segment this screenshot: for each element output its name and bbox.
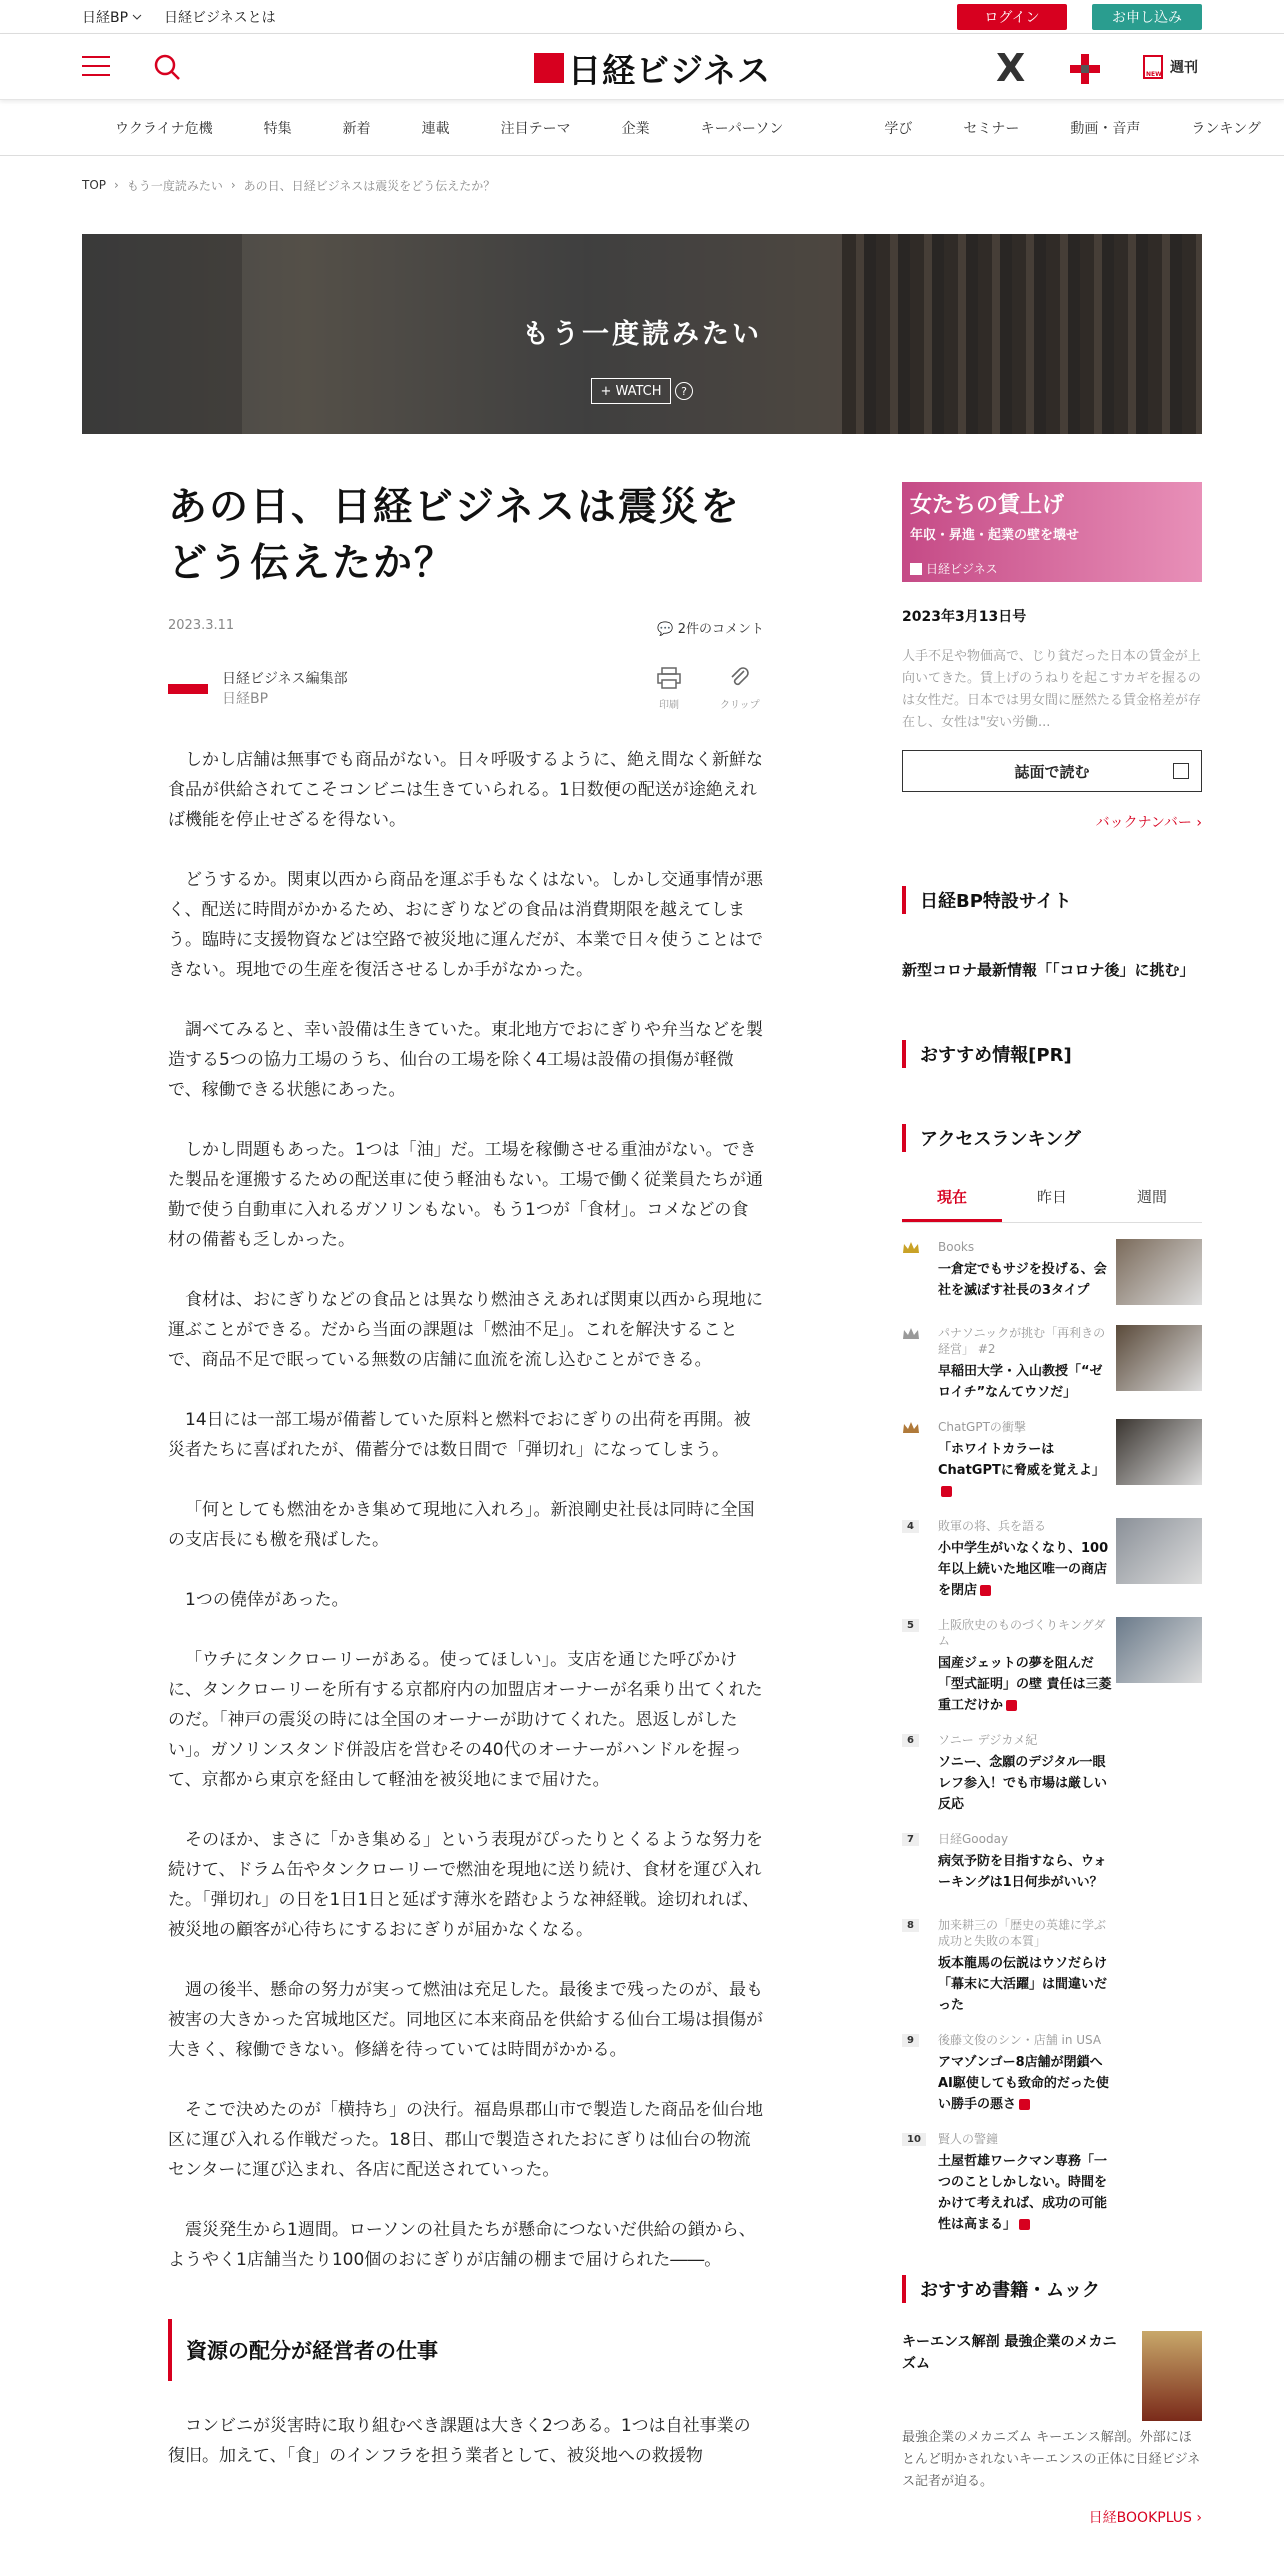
- banner-brand: [910, 560, 998, 577]
- author-name[interactable]: 日経ビジネス編集部: [222, 671, 348, 687]
- ranking-title[interactable]: [938, 1851, 1114, 1893]
- publisher-name: 日経BP: [222, 691, 269, 707]
- ranking-item[interactable]: [902, 1325, 1202, 1403]
- ranking-title[interactable]: [938, 1259, 1114, 1301]
- nav-keyperson[interactable]: キーパーソン: [700, 120, 784, 137]
- ranking-text: [938, 1325, 1114, 1403]
- ranking-category[interactable]: 日経Gooday: [938, 1832, 1009, 1846]
- bookplus-link[interactable]: 日経BOOKPLUS ›: [1088, 2510, 1202, 2526]
- ranking-title-text[interactable]: ソニー、念願のデジタル一眼レフ参入！でも市場は厳しい反応: [938, 1755, 1108, 1812]
- ranking-tabs: [902, 1174, 1202, 1223]
- article: [168, 480, 764, 2501]
- rank-number: [902, 1419, 938, 1502]
- rank-number: [902, 1831, 938, 1901]
- issue-date[interactable]: 2023年3月13日号: [902, 609, 1027, 625]
- paragraph: しかし店舗は無事でも商品がない。日々呼吸するように、絶え間なく新鮮な食品が供給されてこそコンビニは生きていられる。1日数便の配送が途絶えれば機能を停止せざるを得ない。: [168, 750, 763, 830]
- ranking-item[interactable]: [902, 1917, 1202, 2016]
- read-issue-button[interactable]: [902, 750, 1202, 792]
- ranking-item[interactable]: [902, 2131, 1202, 2235]
- rank-number-text: 5: [902, 1619, 919, 1632]
- paragraph: 震災発生から1週間。ローソンの社員たちが懸命につないだ供給の鎖から、ようやく1店舗当たり100個のおにぎりが店舗の棚まで届けられた――。: [168, 2220, 756, 2270]
- paragraph: 食材は、おにぎりなどの食品とは異なり燃油さえあれば関東以西から現地に運ぶことができる。だから当面の課題は「燃油不足」。これを解決することで、商品不足で眠っている無数の店舗に血流を流し込むことができる。: [168, 1290, 763, 1370]
- books-heading: おすすめ書籍・ムック: [902, 2275, 1202, 2303]
- watch-button[interactable]: + WATCH: [591, 378, 671, 404]
- sidebar: [902, 482, 1202, 2527]
- clip-button[interactable]: [720, 667, 760, 711]
- breadcrumb-category[interactable]: もう一度読みたい: [126, 178, 223, 193]
- ranking-title[interactable]: [938, 1953, 1114, 2016]
- ranking-thumbnail[interactable]: [1116, 1325, 1202, 1391]
- weekly-label: 週刊: [1170, 60, 1198, 76]
- crown-icon: [902, 1327, 920, 1341]
- paragraph: 1つの僥倖があった。: [185, 1590, 349, 1610]
- lock-icon: [1006, 1700, 1017, 1711]
- paragraph: そこで決めたのが「横持ち」の決行。福島県郡山市で製造した商品を仙台地区に運び入れる作戦だった。18日、郡山で製造されたおにぎりは仙台の物流センターに運び込まれ、各店に配送されていった。: [168, 2100, 763, 2180]
- tab-current[interactable]: 現在: [902, 1174, 1002, 1222]
- ranking-title-text[interactable]: 土屋哲雄ワークマン専務「一つのことしかしない。時間をかけて考えれば、成功の可能性は高まる」: [938, 2154, 1108, 2232]
- print-button[interactable]: [656, 667, 682, 711]
- author-info: [222, 669, 348, 709]
- article-date: 2023.3.11: [168, 618, 235, 633]
- chevron-right-icon: ›: [230, 178, 236, 192]
- about-link[interactable]: 日経ビジネスとは: [164, 9, 276, 26]
- ranking-item[interactable]: [902, 1617, 1202, 1716]
- ranking-category[interactable]: Books: [938, 1240, 975, 1254]
- hero-title: もう一度読みたい: [522, 319, 762, 350]
- comments-count[interactable]: 2件のコメント: [677, 622, 764, 637]
- paragraph: 週の後半、懸命の努力が実って燃油は充足した。最後まで残ったのが、最も被害の大きかった宮城地区だ。同地区に本来商品を供給する仙台工場は損傷が大きく、稼働できない。修繕を待っていては時間がかかる。: [168, 1980, 763, 2060]
- rank-number-text: 10: [902, 2133, 926, 2146]
- comments-link[interactable]: 💬 2件のコメント: [657, 622, 764, 637]
- breadcrumb-top[interactable]: TOP: [82, 178, 107, 192]
- ranking-title[interactable]: [938, 1439, 1114, 1502]
- ranking-text: [938, 1617, 1114, 1716]
- book-cover[interactable]: [1142, 2331, 1202, 2421]
- logo-text: 日経ビジネス: [568, 50, 772, 90]
- rank-number: [902, 1518, 938, 1601]
- rank-number: [902, 2032, 938, 2115]
- breadcrumb-current: あの日、日経ビジネスは震災をどう伝えたか？: [243, 178, 496, 193]
- ranking-text: [938, 1732, 1114, 1815]
- article-title: あの日、日経ビジネスは震災をどう伝えたか？: [168, 485, 741, 586]
- bookplus-label: 日経BOOKPLUS: [1088, 2510, 1192, 2526]
- paperclip-icon: [727, 667, 753, 689]
- magazine-banner[interactable]: [902, 482, 1202, 582]
- rank-number: [902, 1325, 938, 1403]
- banner-title: 女たちの賃上げ: [910, 493, 1065, 518]
- ranking-category[interactable]: 賢人の警鐘: [938, 2132, 999, 2146]
- breadcrumb: [0, 156, 1284, 214]
- clip-label: クリップ: [720, 700, 760, 711]
- ranking-title[interactable]: [938, 2151, 1114, 2235]
- nav-video[interactable]: 動画・音声: [1070, 120, 1141, 137]
- nav-companies[interactable]: 企業: [621, 120, 650, 137]
- ranking-text: [938, 2131, 1114, 2235]
- ranking-text: [938, 1419, 1114, 1502]
- ranking-title-text[interactable]: 「ホワイトカラーはChatGPTに脅威を覚えよ」: [938, 1442, 1105, 1478]
- logo-mark-icon: [534, 53, 564, 83]
- ranking-category[interactable]: 上阪欣史のものづくりキングダム: [938, 1618, 1106, 1648]
- nav-ranking[interactable]: ランキング: [1191, 120, 1261, 137]
- ranking-item[interactable]: [902, 1831, 1202, 1901]
- x-twitter-icon[interactable]: X: [996, 46, 1026, 90]
- ranking-category[interactable]: 後藤文俊のシン・店舗 in USA: [938, 2033, 1102, 2047]
- main-navigation: [0, 100, 1284, 156]
- site-logo[interactable]: [534, 50, 772, 90]
- nav-ukraine[interactable]: ウクライナ危機: [115, 120, 213, 137]
- ranking-text: [938, 1831, 1114, 1901]
- ranking-title[interactable]: [938, 1538, 1114, 1601]
- ranking-title-text[interactable]: 坂本龍馬の伝説はウソだらけ 「幕末に大活躍」は間違いだった: [938, 1956, 1108, 2013]
- nikkeibp-link[interactable]: [82, 7, 142, 27]
- nikkeibp-label[interactable]: 日経BP: [82, 9, 129, 26]
- issue-excerpt: 人手不足や物価高で、じり貧だった日本の賃金が上向いてきた。賃上げのうねりを起こすカギを握るのは女性だ。日本では男女間に歴然たる賃金格差が存在し、女性は"安い労働...: [902, 649, 1202, 730]
- back-number-label: バックナンバー: [1095, 815, 1192, 831]
- ranking-category[interactable]: ChatGPTの衝撃: [938, 1420, 1026, 1434]
- ranking-title-text[interactable]: アマゾンゴー8店舗が閉鎖へ AI駆使しても致命的だった使い勝手の悪さ: [938, 2055, 1109, 2112]
- book-description: 最強企業のメカニズム キーエンス解剖。外部にほとんど明かされないキーエンスの正体に日経ビジネス記者が迫る。: [902, 2430, 1201, 2489]
- section-heading: 資源の配分が経営者の仕事: [168, 2319, 764, 2381]
- paragraph: どうするか。関東以西から商品を運ぶ手もなくはない。しかし交通事情が悪く、配送に時間がかかるため、おにぎりなどの食品は消費期限を越えてしまう。臨時に支援物資などは空路で被災地に運んだが、本業で日々使うことはできない。現地での生産を復活させるしか手がなかった。: [168, 870, 763, 980]
- printer-icon: [656, 667, 682, 689]
- crown-icon: [902, 1421, 920, 1435]
- nav-themes[interactable]: 注目テーマ: [500, 120, 571, 137]
- top-utility-bar: [0, 0, 1284, 34]
- read-issue-label: 誌面で読む: [1014, 762, 1090, 781]
- magazine-icon: [1142, 54, 1164, 80]
- ranking-item[interactable]: [902, 2032, 1202, 2115]
- nav-seminar[interactable]: セミナー: [963, 120, 1020, 137]
- lock-icon: [980, 1585, 991, 1596]
- article-body-continued: [168, 2411, 764, 2471]
- book-item[interactable]: [902, 2331, 1202, 2421]
- ranking-thumbnail[interactable]: [1116, 1239, 1202, 1305]
- ranking-category[interactable]: パナソニックが挑む「再利きの経営」 #2: [938, 1326, 1106, 1356]
- login-button[interactable]: ログイン: [957, 4, 1067, 30]
- ranking-text: [938, 1917, 1114, 2016]
- ranking-title-text[interactable]: 病気予防を目指すなら、ウォーキングは1日何歩がいい？: [938, 1854, 1107, 1890]
- ranking-thumbnail[interactable]: [1116, 1419, 1202, 1485]
- ranking-item[interactable]: [902, 1419, 1202, 1502]
- logo-mark-icon: [910, 563, 922, 575]
- ranking-heading: アクセスランキング: [902, 1124, 1202, 1152]
- paragraph: 調べてみると、幸い設備は生きていた。東北地方でおにぎりや弁当などを製造する5つの協力工場のうち、仙台の工場を除く4工場は設備の損傷が軽微で、稼働できる状態にあった。: [168, 1020, 763, 1100]
- rank-number: [902, 1917, 938, 2016]
- ranking-title-text[interactable]: 早稲田大学・入山教授「“ゼロイチ”なんてウソだ」: [938, 1364, 1103, 1400]
- weekly-magazine-link[interactable]: [1142, 54, 1198, 80]
- tab-weekly[interactable]: 週間: [1136, 1188, 1167, 1206]
- open-book-icon: [1173, 763, 1189, 779]
- ranking-title-text[interactable]: 小中学生がいなくなり、100年以上続いた地区唯一の商店を閉店: [938, 1541, 1109, 1598]
- ranking-list: [902, 1239, 1202, 2235]
- tab-yesterday[interactable]: 昨日: [1036, 1188, 1067, 1206]
- ranking-thumbnail[interactable]: [1116, 1617, 1202, 1683]
- ranking-category[interactable]: 敗軍の将、兵を語る: [938, 1519, 1047, 1533]
- chevron-right-icon: ›: [114, 178, 119, 192]
- ranking-title-text[interactable]: 国産ジェットの夢を阻んだ「型式証明」の壁 責任は三菱重工だけか: [938, 1656, 1112, 1713]
- paragraph: そのほか、まさに「かき集める」という表現がぴったりとくるような努力を続けて、ドラム缶やタンクローリーで燃油を現地に送り続け、食材を運び入れた。「弾切れ」の日を1日1日と延ばす薄氷を踏むような神経戦。途切れれば、被災地の顧客が心待ちにするおにぎりが届かなくなる。: [168, 1830, 763, 1940]
- nav-new[interactable]: 新着: [342, 120, 371, 137]
- rank-number-text: 7: [902, 1833, 919, 1846]
- author-block: [168, 667, 764, 711]
- banner-subtitle: 年収・昇進・起業の壁を壊せ: [910, 528, 1080, 543]
- back-number-link[interactable]: バックナンバー ›: [1095, 815, 1202, 831]
- paragraph: 「何としても燃油をかき集めて現地に入れろ」。新浪剛史社長は同時に全国の支店長にも檄を飛ばした。: [168, 1500, 755, 1550]
- lock-icon: [941, 1486, 952, 1497]
- site-header: [0, 34, 1284, 100]
- subscribe-button[interactable]: お申し込み: [1092, 4, 1202, 30]
- rank-number: [902, 2131, 938, 2235]
- crown-icon: [902, 1241, 920, 1255]
- ranking-title[interactable]: [938, 1361, 1114, 1403]
- rank-number-text: 9: [902, 2034, 919, 2047]
- nav-feature[interactable]: 特集: [263, 120, 292, 137]
- category-hero: [82, 234, 1202, 434]
- lock-icon: [1019, 2099, 1030, 2110]
- ranking-thumbnail[interactable]: [1116, 1518, 1202, 1584]
- pr-heading: おすすめ情報[PR]: [902, 1040, 1202, 1068]
- ranking-text: [938, 2032, 1114, 2115]
- paragraph: 14日には一部工場が備蓄していた原料と燃料でおにぎりの出荷を再開。被災者たちに喜ばれたが、備蓄分では数日間で「弾切れ」になってしまう。: [168, 1410, 751, 1460]
- publisher-logo-icon: [168, 684, 208, 694]
- search-icon[interactable]: [152, 52, 182, 82]
- help-icon[interactable]: ?: [675, 382, 693, 400]
- article-body: [168, 745, 764, 2275]
- ranking-category[interactable]: ソニー デジカメ紀: [938, 1733, 1038, 1747]
- rank-number-text: 4: [902, 1520, 919, 1533]
- rank-number-text: 6: [902, 1734, 919, 1747]
- ranking-item[interactable]: [902, 1518, 1202, 1601]
- menu-icon[interactable]: [82, 56, 110, 78]
- ranking-item[interactable]: [902, 1732, 1202, 1815]
- rank-number: [902, 1239, 938, 1309]
- nav-learning[interactable]: 学び: [884, 120, 913, 137]
- ranking-title[interactable]: [938, 2052, 1114, 2115]
- ranking-text: [938, 1239, 1114, 1309]
- ranking-item[interactable]: [902, 1239, 1202, 1309]
- banner-brand-text: 日経ビジネス: [926, 562, 998, 576]
- nav-series[interactable]: 連載: [421, 120, 450, 137]
- ranking-title[interactable]: [938, 1653, 1114, 1716]
- ranking-category[interactable]: 加来耕三の「歴史の英雄に学ぶ成功と失敗の本質」: [938, 1918, 1107, 1948]
- ranking-title[interactable]: [938, 1752, 1114, 1815]
- lock-icon: [1019, 2219, 1030, 2230]
- chevron-down-icon: [132, 14, 142, 20]
- article-meta: [168, 618, 764, 637]
- paragraph: しかし問題もあった。1つは「油」だ。工場を稼働させる重油がない。できた製品を運搬するための配送車に使う軽油もない。工場で働く従業員たちが通勤で使う自動車に入れるガソリンもない。もう1つが「食材」。コメなどの食材の備蓄も乏しかった。: [168, 1140, 763, 1250]
- special-sites-heading: 日経BP特設サイト: [902, 886, 1202, 914]
- special-site-link[interactable]: 新型コロナ最新情報「「コロナ後」に挑む」: [902, 961, 1195, 979]
- ranking-text: [938, 1518, 1114, 1601]
- print-label: 印刷: [659, 700, 679, 711]
- paragraph: 「ウチにタンクローリーがある。使ってほしい」。支店を通じた呼びかけに、タンクローリーを所有する京都府内の加盟店オーナーが名乗り出てくれたのだ。「神戸の震災の時には全国のオーナーが助けてくれた。恩返しがしたい」。ガソリンスタンド併設店を営むその40代のオーナーがハンドルを握って、京都から東京を経由して軽油を被災地にまで届けた。: [168, 1650, 763, 1790]
- paragraph: コンビニが災害時に取り組むべき課題は大きく2つある。1つは自社事業の復旧。加えて、「食」のインフラを担う業者として、被災地への救援物: [168, 2416, 751, 2466]
- rank-number-text: 8: [902, 1919, 919, 1932]
- book-title[interactable]: キーエンス解剖 最強企業のメカニズム: [902, 2334, 1117, 2372]
- svg-text:NEW: NEW: [1146, 71, 1162, 78]
- rank-number: [902, 1732, 938, 1815]
- rank-number: [902, 1617, 938, 1716]
- ranking-title-text[interactable]: 一倉定でもサジを投げる、会社を滅ぼす社長の3タイプ: [938, 1262, 1107, 1298]
- plus-icon[interactable]: [1068, 52, 1102, 86]
